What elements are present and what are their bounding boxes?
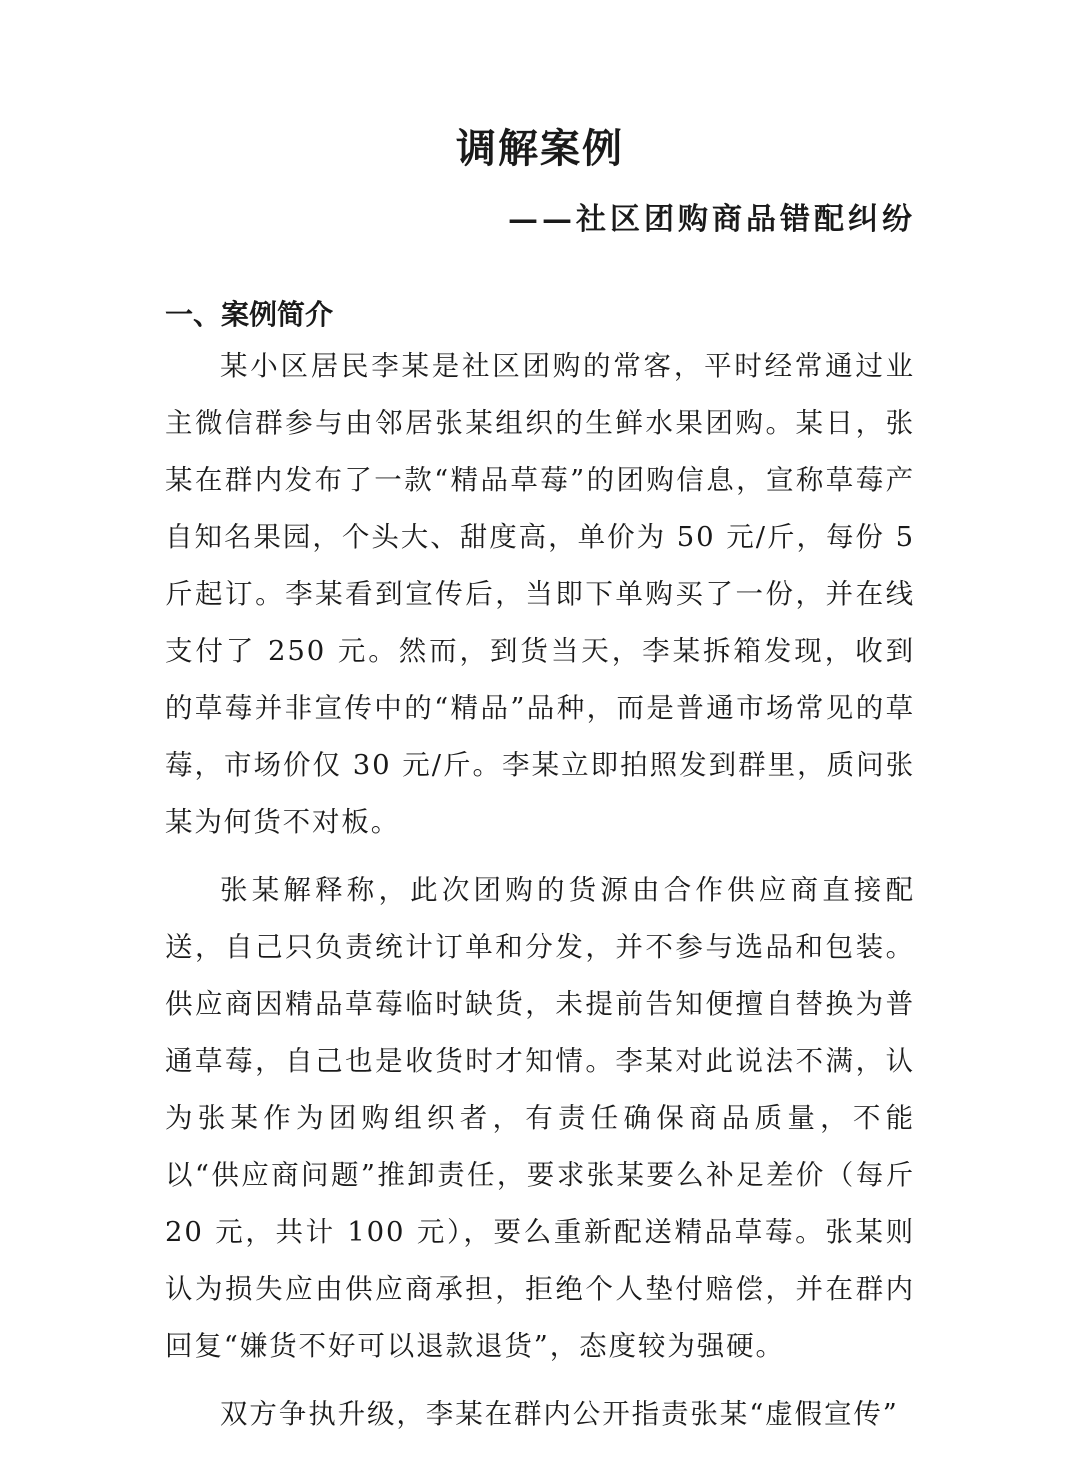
- paragraph: 双方争执升级，李某在群内公开指责张某“虚假宣传”: [220, 1398, 899, 1430]
- paragraph: 张某解释称，此次团购的货源由合作供应商直接配送，自己只负责统计订单和分发，并不参与选品和包装。供应商因精品草莓临时缺货，未提前告知便擅自替换为普通草莓，自己也是收货时才知情。李某对此说法不满，认为张某作为团购组织者，有责任确保商品质量，不能以“供应商问题”推卸责任，要求张某要么补足差价（每斤 20 元，共计 100 元），要么重新配送精品草莓。张某则认为损失应由供应商承担，拒绝个人垫付赔偿，并在群内回复“嫌货不好可以退款退货”，态度较为强硬。: [165, 874, 915, 1362]
- paragraph: 某小区居民李某是社区团购的常客，平时经常通过业主微信群参与由邻居张某组织的生鲜水果团购。某日，张某在群内发布了一款“精品草莓”的团购信息，宣称草莓产自知名果园，个头大、甜度高，单价为 50 元/斤，每份 5 斤起订。李某看到宣传后，当即下单购买了一份，并在线支付了 250 元。然而，到货当天，李某拆箱发现，收到的草莓并非宣传中的“精品”品种，而是普通市场常见的草莓，市场价仅 30 元/斤。李某立即拍照发到群里，质问张某为何货不对板。: [165, 350, 915, 838]
- section-heading: 一、案例简介: [165, 298, 334, 331]
- document-title: 调解案例: [456, 125, 624, 172]
- document-subtitle: ——社区团购商品错配纠纷: [508, 202, 916, 237]
- section-body: [165, 338, 915, 1443]
